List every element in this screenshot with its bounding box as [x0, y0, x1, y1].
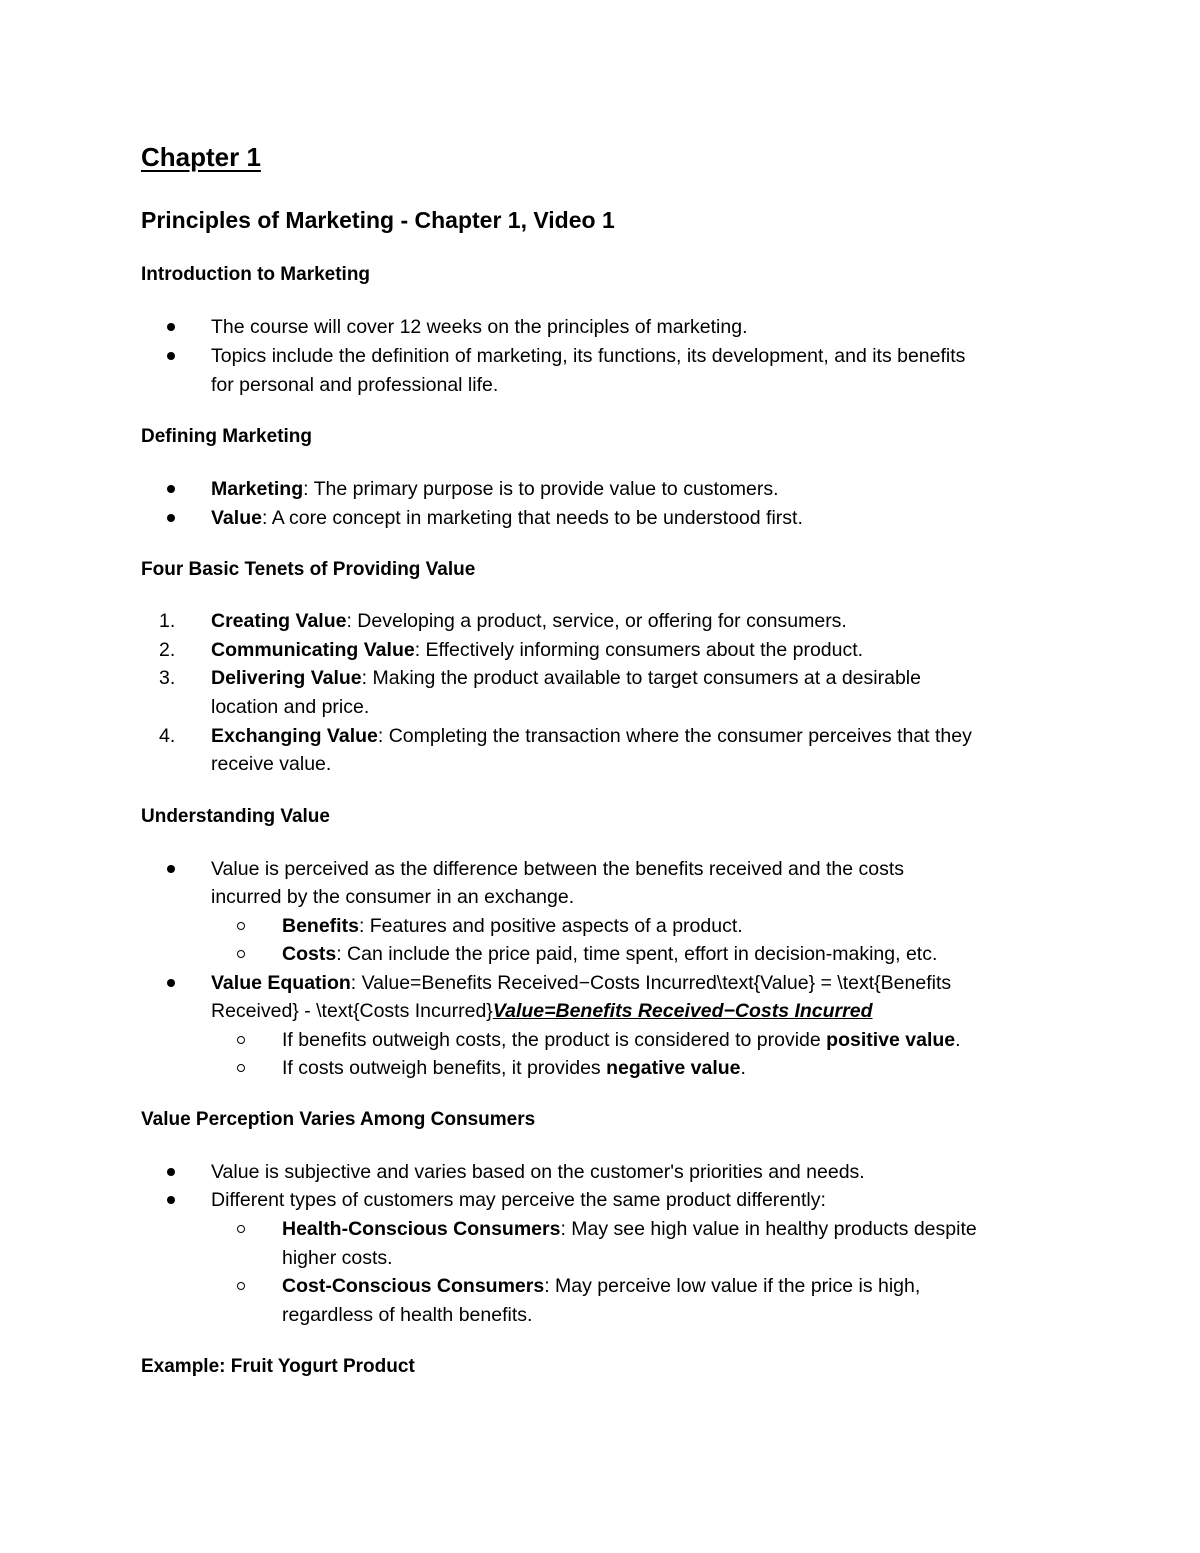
definition: : May perceive low value if the price is high, — [544, 1275, 921, 1297]
definition: : A core concept in marketing that needs to be understood first. — [261, 507, 803, 529]
bullet-icon — [167, 514, 175, 522]
term: Costs — [282, 943, 337, 965]
costs-item — [282, 942, 937, 966]
term: Health-Conscious Consumers — [282, 1218, 561, 1240]
understanding-heading: Understanding Value — [141, 806, 330, 827]
definition: : Can include the price paid, time spent, effort in decision-making, etc. — [336, 943, 938, 965]
tenets-heading: Four Basic Tenets of Providing Value — [141, 559, 476, 580]
term: negative value — [606, 1057, 741, 1079]
list-number: 4. — [159, 725, 176, 747]
text: . — [955, 1029, 961, 1051]
equation-item — [211, 971, 951, 995]
equation-item-line2 — [211, 999, 873, 1023]
term: Communicating Value — [211, 639, 415, 661]
positive-value-item — [282, 1028, 961, 1052]
term: Value Equation — [211, 972, 351, 994]
list-number: 1. — [159, 610, 176, 632]
understanding-bullet-1-line1: Value is perceived as the difference between the benefits received and the costs — [211, 858, 905, 880]
text: If costs outweigh benefits, it provides — [282, 1057, 607, 1079]
tenet-item-continued: receive value. — [211, 753, 332, 775]
intro-bullet-2-line1: Topics include the definition of marketing, its functions, its development, and its benefits — [211, 345, 966, 367]
cost-conscious-continued: regardless of health benefits. — [282, 1304, 533, 1326]
definition: : Effectively informing consumers about the product. — [414, 639, 864, 661]
text: . — [740, 1057, 746, 1079]
bullet-icon — [167, 323, 175, 331]
term: Creating Value — [211, 610, 347, 632]
definition: : The primary purpose is to provide value to customers. — [303, 478, 779, 500]
example-heading: Example: Fruit Yogurt Product — [141, 1356, 415, 1377]
intro-heading: Introduction to Marketing — [141, 264, 371, 285]
bullet-icon — [167, 352, 175, 360]
bullet-icon — [167, 979, 175, 987]
list-number: 2. — [159, 639, 176, 661]
tenet-item-continued: location and price. — [211, 696, 370, 718]
health-conscious-item — [282, 1217, 977, 1241]
tenet-item — [211, 638, 863, 662]
definition: : Making the product available to target consumers at a desirable — [361, 667, 921, 689]
term: Marketing — [211, 478, 304, 500]
term: Cost-Conscious Consumers — [282, 1275, 545, 1297]
sub-bullet-icon — [237, 922, 245, 930]
chapter-title: Chapter 1 — [141, 142, 261, 172]
bullet-icon — [167, 1196, 175, 1204]
benefits-item — [282, 914, 743, 938]
defining-value — [211, 506, 803, 530]
sub-bullet-icon — [237, 1036, 245, 1044]
understanding-bullet-1-line2: incurred by the consumer in an exchange. — [211, 886, 575, 908]
perception-bullet-2: Different types of customers may perceive the same product differently: — [211, 1189, 826, 1211]
negative-value-item — [282, 1056, 746, 1080]
defining-marketing — [211, 477, 779, 501]
term: positive value — [826, 1029, 956, 1051]
health-conscious-continued: higher costs. — [282, 1247, 393, 1269]
cost-conscious-item — [282, 1274, 920, 1298]
video-title: Principles of Marketing - Chapter 1, Video 1 — [141, 207, 615, 233]
definition: : Features and positive aspects of a product. — [358, 915, 743, 937]
tenet-item — [211, 666, 921, 690]
intro-bullet-2-line2: for personal and professional life. — [211, 374, 499, 396]
list-number: 3. — [159, 667, 176, 689]
bullet-icon — [167, 1168, 175, 1176]
sub-bullet-icon — [237, 1064, 245, 1072]
perception-bullet-1: Value is subjective and varies based on the customer's priorities and needs. — [211, 1161, 865, 1183]
sub-bullet-icon — [237, 1282, 245, 1290]
sub-bullet-icon — [237, 950, 245, 958]
perception-heading: Value Perception Varies Among Consumers — [141, 1109, 536, 1130]
term: Exchanging Value — [211, 725, 378, 747]
sub-bullet-icon — [237, 1225, 245, 1233]
term: Benefits — [282, 915, 359, 937]
bullet-icon — [167, 485, 175, 493]
definition: : May see high value in healthy products despite — [560, 1218, 977, 1240]
definition: : Value=Benefits Received−Costs Incurred\text{Value} = \text{Benefits — [350, 972, 952, 994]
equation-raw: Received} - \text{Costs Incurred} — [211, 1000, 493, 1022]
equation-formatted: Value=Benefits Received−Costs Incurred — [492, 1000, 873, 1022]
tenet-item — [211, 724, 972, 748]
tenet-item — [211, 609, 847, 633]
term: Value — [211, 507, 262, 529]
intro-bullet-1: The course will cover 12 weeks on the principles of marketing. — [211, 316, 748, 338]
definition: : Completing the transaction where the consumer perceives that they — [377, 725, 972, 747]
definition: : Developing a product, service, or offering for consumers. — [346, 610, 847, 632]
bullet-icon — [167, 865, 175, 873]
text: If benefits outweigh costs, the product is considered to provide — [282, 1029, 827, 1051]
defining-heading: Defining Marketing — [141, 426, 313, 447]
term: Delivering Value — [211, 667, 362, 689]
